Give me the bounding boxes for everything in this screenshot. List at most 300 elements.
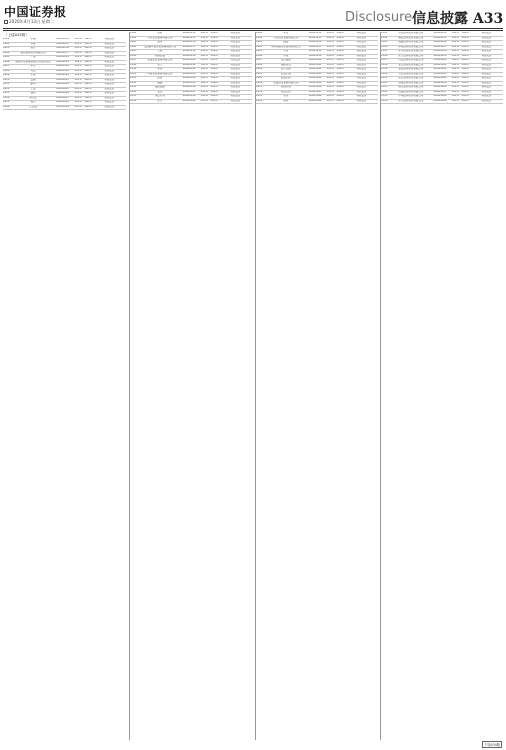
- table-cell: 101.0: [451, 90, 459, 93]
- table-cell: 101.0: [326, 63, 334, 66]
- table-cell: 1111: [130, 77, 137, 80]
- table-cell: 100.0: [84, 42, 92, 45]
- table-cell: 1003: [3, 47, 10, 50]
- table-cell: 有效报价: [356, 41, 367, 44]
- table-cell: 博时: [157, 32, 163, 35]
- table-cell: 1016: [3, 105, 10, 108]
- table-cell: 00001243: [56, 78, 69, 81]
- table-cell: 101.0: [200, 90, 208, 93]
- table-cell: 光大证券股份有限公司: [398, 54, 424, 57]
- table-cell: 100.0: [84, 69, 92, 72]
- table-cell: 101.0: [451, 68, 459, 71]
- table-cell: 101.0: [451, 95, 459, 98]
- table-cell: 有效报价: [356, 77, 367, 80]
- table-cell: 有效报价: [481, 81, 492, 84]
- table-cell: 长城基金管理有限公司: [147, 59, 173, 62]
- table-row: [381, 100, 503, 105]
- table-cell: 00001247: [56, 96, 69, 99]
- table-cell: 1205: [256, 50, 263, 53]
- table-cell: 1106: [130, 54, 137, 57]
- table-cell: 101.0: [451, 45, 459, 48]
- table-cell: 1211: [256, 77, 263, 80]
- table-cell: 100.0: [210, 36, 218, 39]
- table-cell: 101.0: [200, 77, 208, 80]
- table-cell: 1104: [130, 45, 137, 48]
- table-cell: 00003241: [308, 63, 322, 66]
- table-cell: 101.0: [326, 81, 334, 84]
- table-cell: 00001246: [56, 92, 69, 95]
- table-cell: 00003237: [308, 45, 322, 48]
- table-cell: 100.0: [210, 41, 218, 44]
- table-cell: 1108: [130, 63, 137, 66]
- table-cell: 申万: [30, 65, 36, 68]
- table-cell: 100.0: [210, 90, 218, 93]
- table-cell: 100.0: [84, 78, 92, 81]
- table-cell: 00001249: [56, 105, 69, 108]
- table-cell: 00001236: [56, 47, 69, 50]
- table-cell: 华泰证券股份有限公司: [398, 45, 424, 48]
- continued-from-label: （上接A32版）: [4, 33, 29, 37]
- disclosure-table: [3, 32, 503, 740]
- table-cell: 南方: [30, 47, 36, 50]
- table-cell: 101.0: [326, 77, 334, 80]
- table-cell: 兴全基金管理有限公司: [273, 36, 299, 39]
- table-cell: 嘉实: [30, 101, 36, 104]
- table-cell: 1305: [381, 50, 388, 53]
- table-cell: 中泰证券股份有限公司: [398, 95, 424, 98]
- table-cell: 有效报价: [230, 36, 241, 39]
- table-cell: 100.0: [461, 81, 469, 84]
- table-cell: 00003247: [308, 90, 322, 93]
- table-cell: 平安: [283, 50, 289, 53]
- table-cell: 有效报价: [230, 59, 241, 62]
- table-cell: 00004238: [433, 50, 447, 53]
- table-cell: 1214: [256, 90, 263, 93]
- table-cell: 100.0: [461, 59, 469, 62]
- table-cell: 建信: [30, 92, 36, 95]
- table-cell: 景顺长城: [154, 54, 165, 57]
- table-cell: 101.0: [74, 65, 82, 68]
- section-title: 信息披露 A33: [412, 11, 504, 27]
- table-cell: 有效报价: [481, 41, 492, 44]
- table-cell: 浦银安盛: [280, 63, 291, 66]
- table-cell: 有效报价: [230, 41, 241, 44]
- table-cell: 100.0: [84, 83, 92, 86]
- table-cell: 创金合信: [280, 90, 291, 93]
- table-cell: 有效报价: [230, 90, 241, 93]
- table-cell: 西部利得: [280, 77, 291, 80]
- table-cell: 有效报价: [356, 99, 367, 102]
- table-cell: 101.0: [326, 86, 334, 89]
- table-cell: 101.0: [326, 90, 334, 93]
- table-cell: 长江证券股份有限公司: [398, 63, 424, 66]
- table-cell: 100.0: [336, 54, 344, 57]
- table-cell: 1309: [381, 68, 388, 71]
- table-cell: 101.0: [326, 99, 334, 102]
- table-cell: 100.0: [210, 32, 218, 35]
- table-cell: 东兴证券股份有限公司: [398, 99, 424, 102]
- table-cell: 100.0: [84, 101, 92, 104]
- table-cell: 1105: [130, 50, 137, 53]
- table-cell: 00002239: [182, 54, 196, 57]
- table-cell: 100.0: [336, 86, 344, 89]
- table-cell: 00004235: [433, 36, 447, 39]
- table-cell: 100.0: [336, 72, 344, 75]
- table-cell: 101.0: [451, 50, 459, 53]
- table-cell: 101.0: [200, 41, 208, 44]
- table-cell: 1115: [130, 95, 137, 98]
- table-cell: 1005: [3, 56, 10, 59]
- table-cell: 00002243: [182, 72, 196, 75]
- table-cell: 1012: [3, 87, 10, 90]
- table-cell: 有效报价: [481, 72, 492, 75]
- table-cell: 1201: [256, 32, 263, 35]
- table-cell: 1308: [381, 63, 388, 66]
- table-cell: 有效报价: [356, 95, 367, 98]
- table-cell: 101.0: [74, 101, 82, 104]
- table-cell: 广发: [30, 56, 36, 59]
- table-cell: 101.0: [451, 77, 459, 80]
- table-cell: 101.0: [200, 95, 208, 98]
- table-cell: 有效报价: [481, 90, 492, 93]
- table-cell: 00003238: [308, 50, 322, 53]
- table-cell: 有效报价: [230, 32, 241, 35]
- table-cell: 100.0: [84, 92, 92, 95]
- table-cell: 中欧基金管理有限公司: [147, 72, 173, 75]
- table-cell: 00001235: [56, 42, 69, 45]
- table-cell: 1312: [381, 81, 388, 84]
- table-cell: 00003240: [308, 59, 322, 62]
- table-cell: 有效报价: [481, 54, 492, 57]
- table-cell: 中金: [30, 74, 36, 77]
- header-rule-thin: [3, 30, 503, 31]
- table-cell: 101.0: [74, 87, 82, 90]
- table-cell: 有效报价: [230, 63, 241, 66]
- table-cell: 00002241: [182, 63, 196, 66]
- table-cell: 100.0: [461, 86, 469, 89]
- table-cell: 有效报价: [356, 90, 367, 93]
- table-cell: 00004245: [433, 81, 447, 84]
- table-cell: 1103: [130, 41, 137, 44]
- table-cell: 100.0: [210, 77, 218, 80]
- table-cell: 1008: [3, 69, 10, 72]
- table-cell: 1202: [256, 36, 263, 39]
- table-cell: 00002237: [182, 45, 196, 48]
- calendar-icon: [4, 20, 8, 24]
- table-cell: 100.0: [336, 99, 344, 102]
- table-cell: 德邦: [283, 99, 289, 102]
- table-cell: 1311: [381, 77, 388, 80]
- table-cell: 100.0: [210, 45, 218, 48]
- table-cell: 100.0: [461, 68, 469, 71]
- table-cell: 有效报价: [104, 60, 115, 63]
- table-cell: 100.0: [210, 59, 218, 62]
- table-cell: 101.0: [326, 50, 334, 53]
- table-cell: 101.0: [200, 68, 208, 71]
- table-cell: 100.0: [461, 95, 469, 98]
- table-cell: 有效报价: [481, 59, 492, 62]
- table-cell: 鹏华: [30, 83, 36, 86]
- disclosure-label: Disclosure: [345, 10, 413, 25]
- table-cell: 101.0: [74, 105, 82, 108]
- table-cell: 00001241: [56, 69, 69, 72]
- masthead: [0, 0, 506, 30]
- table-cell: 天弘: [30, 69, 36, 72]
- table-cell: 有效报价: [481, 63, 492, 66]
- table-cell: 101.0: [451, 41, 459, 44]
- table-cell: 国投瑞银: [154, 86, 165, 89]
- table-cell: 1304: [381, 45, 388, 48]
- table-cell: 1107: [130, 59, 137, 62]
- table-cell: 国泰基金管理有限公司自有资金: [15, 60, 51, 63]
- table-cell: 00001240: [56, 65, 69, 68]
- table-cell: 1010: [3, 78, 10, 81]
- table-cell: 有效报价: [356, 63, 367, 66]
- table-cell: 101.0: [74, 47, 82, 50]
- table-cell: 1212: [256, 81, 263, 84]
- table-cell: 有效报价: [356, 86, 367, 89]
- table-cell: 1113: [130, 86, 137, 89]
- table-cell: 101.0: [200, 72, 208, 75]
- table-cell: 1315: [381, 95, 388, 98]
- table-cell: 有效报价: [230, 45, 241, 48]
- table-cell: 1209: [256, 68, 263, 71]
- table-cell: 101.0: [200, 86, 208, 89]
- table-cell: 有效报价: [230, 86, 241, 89]
- table-cell: 1007: [3, 65, 10, 68]
- table-cell: 101.0: [326, 41, 334, 44]
- continued-on-label: 下转A34版: [484, 743, 500, 747]
- table-cell: 00004237: [433, 45, 447, 48]
- table-cell: 1013: [3, 92, 10, 95]
- table-cell: 华宝: [283, 32, 289, 35]
- table-cell: 中国: [30, 38, 36, 41]
- table-cell: 00003243: [308, 72, 322, 75]
- table-cell: 1004: [3, 51, 10, 54]
- table-cell: 100.0: [461, 99, 469, 102]
- table-cell: 101.0: [200, 32, 208, 35]
- table-cell: 有效报价: [481, 99, 492, 102]
- table-cell: 100.0: [461, 77, 469, 80]
- table-cell: 中信证券股份有限公司: [398, 32, 424, 35]
- table-cell: 1114: [130, 90, 137, 93]
- table-cell: 1213: [256, 86, 263, 89]
- table-cell: 101.0: [200, 99, 208, 102]
- table-cell: 1015: [3, 101, 10, 104]
- table-cell: 工银: [30, 87, 36, 90]
- table-cell: 00001242: [56, 74, 69, 77]
- table-cell: 有效报价: [230, 68, 241, 71]
- table-cell: 长盛: [157, 90, 163, 93]
- table-cell: 融通: [157, 81, 163, 84]
- table-cell: 100.0: [336, 36, 344, 39]
- table-cell: 00004234: [433, 32, 447, 35]
- table-cell: 1204: [256, 45, 263, 48]
- table-cell: 有效报价: [356, 45, 367, 48]
- table-cell: 101.0: [326, 95, 334, 98]
- table-cell: 100.0: [461, 36, 469, 39]
- table-cell: 00003235: [308, 36, 322, 39]
- table-cell: 00002247: [182, 90, 196, 93]
- table-cell: 100.0: [336, 77, 344, 80]
- table-cell: 100.0: [210, 95, 218, 98]
- table-cell: 1206: [256, 54, 263, 57]
- table-cell: 100.0: [461, 50, 469, 53]
- table-cell: 有效报价: [104, 87, 115, 90]
- table-cell: 易方达: [29, 96, 37, 99]
- table-cell: 有效报价: [104, 96, 115, 99]
- table-cell: 有效报价: [356, 81, 367, 84]
- table-cell: 00003249: [308, 99, 322, 102]
- table-cell: 100.0: [84, 47, 92, 50]
- table-cell: 101.0: [451, 99, 459, 102]
- table-cell: 101.0: [326, 72, 334, 75]
- table-cell: 1316: [381, 99, 388, 102]
- table-cell: 00002245: [182, 81, 196, 84]
- table-cell: 1208: [256, 63, 263, 66]
- table-cell: 1307: [381, 59, 388, 62]
- table-cell: 100.0: [461, 90, 469, 93]
- table-cell: 国元证券股份有限公司: [398, 86, 424, 89]
- table-cell: 汇添富: [29, 105, 37, 108]
- table-cell: 交银施罗德基金管理有限公司: [143, 45, 177, 48]
- table-cell: 00001238: [56, 56, 69, 59]
- table-cell: 有效报价: [104, 38, 115, 41]
- table-cell: 1313: [381, 86, 388, 89]
- table-cell: 有效报价: [230, 81, 241, 84]
- table-cell: 00004246: [433, 86, 447, 89]
- table-cell: 101.0: [326, 54, 334, 57]
- table-cell: 1109: [130, 68, 137, 71]
- table-cell: 招商证券股份有限公司: [20, 51, 46, 54]
- table-cell: 有效报价: [481, 86, 492, 89]
- table-cell: 101.0: [200, 63, 208, 66]
- table-cell: 100.0: [336, 41, 344, 44]
- table-cell: 有效报价: [104, 47, 115, 50]
- table-cell: 1215: [256, 95, 263, 98]
- table-cell: 100.0: [461, 63, 469, 66]
- table-cell: 100.0: [336, 68, 344, 71]
- table-cell: 100.0: [461, 41, 469, 44]
- table-cell: 00002249: [182, 99, 196, 102]
- table-cell: 1014: [3, 96, 10, 99]
- table-cell: 1011: [3, 83, 10, 86]
- table-cell: 100.0: [210, 63, 218, 66]
- table-column-1: [3, 32, 126, 740]
- table-cell: 财通证券股份有限公司: [398, 90, 424, 93]
- table-cell: 00002248: [182, 95, 196, 98]
- table-column-3: [255, 32, 378, 740]
- table-cell: 有效报价: [104, 83, 115, 86]
- table-cell: 大成: [157, 50, 163, 53]
- table-cell: 00001245: [56, 87, 69, 90]
- table-cell: 00004249: [433, 99, 447, 102]
- table-cell: 101.0: [74, 51, 82, 54]
- table-cell: 100.0: [461, 54, 469, 57]
- table-cell: 101.0: [74, 83, 82, 86]
- table-cell: 100.0: [210, 81, 218, 84]
- table-cell: 西南证券股份有限公司: [398, 81, 424, 84]
- table-cell: 00002246: [182, 86, 196, 89]
- table-cell: 101.0: [326, 68, 334, 71]
- table-cell: 民生加银: [280, 68, 291, 71]
- table-cell: 方正证券股份有限公司: [398, 72, 424, 75]
- table-cell: 101.0: [326, 59, 334, 62]
- table-cell: 101.0: [200, 81, 208, 84]
- newspaper-logo: 中国证券报: [4, 5, 67, 19]
- table-cell: 101.0: [74, 92, 82, 95]
- table-cell: 101.0: [200, 45, 208, 48]
- table-cell: 万家基金管理有限公司: [147, 36, 173, 39]
- table-cell: 1306: [381, 54, 388, 57]
- table-cell: 华泰柏瑞基金管理有限公司: [270, 45, 301, 48]
- table-cell: 1207: [256, 59, 263, 62]
- table-cell: 100.0: [210, 50, 218, 53]
- table-cell: 101.0: [451, 72, 459, 75]
- table-cell: 00003234: [308, 32, 322, 35]
- table-cell: 100.0: [461, 72, 469, 75]
- table-cell: 100.0: [336, 81, 344, 84]
- table-cell: 100.0: [336, 32, 344, 35]
- table-cell: 国信证券股份有限公司: [398, 36, 424, 39]
- table-cell: 100.0: [210, 54, 218, 57]
- table-cell: 有效报价: [104, 78, 115, 81]
- table-cell: 00002242: [182, 68, 196, 71]
- table-cell: 有效报价: [104, 69, 115, 72]
- table-cell: 1301: [381, 32, 388, 35]
- table-cell: 100.0: [84, 38, 92, 41]
- table-cell: 101.0: [74, 69, 82, 72]
- table-cell: 100.0: [336, 90, 344, 93]
- table-cell: 100.0: [84, 51, 92, 54]
- table-cell: 1210: [256, 72, 263, 75]
- table-cell: 有效报价: [356, 72, 367, 75]
- table-cell: 00003248: [308, 95, 322, 98]
- table-cell: 有效报价: [104, 101, 115, 104]
- table-cell: 100.0: [210, 72, 218, 75]
- table-cell: 有效报价: [104, 105, 115, 108]
- table-cell: 00002236: [182, 41, 196, 44]
- table-cell: 00004242: [433, 68, 447, 71]
- table-cell: 101.0: [326, 36, 334, 39]
- table-cell: 1002: [3, 42, 10, 45]
- table-cell: 101.0: [74, 96, 82, 99]
- table-cell: 1102: [130, 36, 137, 39]
- table-cell: 101.0: [74, 56, 82, 59]
- table-cell: 100.0: [84, 74, 92, 77]
- table-cell: 00004248: [433, 95, 447, 98]
- table-cell: 1116: [130, 99, 137, 102]
- table-cell: 有效报价: [481, 36, 492, 39]
- table-cell: 1203: [256, 41, 263, 44]
- table-cell: 有效报价: [481, 77, 492, 80]
- table-cell: 00003239: [308, 54, 322, 57]
- table-cell: 1006: [3, 60, 10, 63]
- table-cell: 101.0: [74, 60, 82, 63]
- table-cell: 光大: [157, 63, 163, 66]
- table-cell: 100.0: [84, 65, 92, 68]
- table-cell: 00003236: [308, 41, 322, 44]
- table-cell: 101.0: [326, 45, 334, 48]
- table-cell: 00004240: [433, 59, 447, 62]
- table-cell: 1303: [381, 41, 388, 44]
- table-cell: 有效报价: [481, 50, 492, 53]
- table-cell: 有效报价: [356, 68, 367, 71]
- table-cell: 00001239: [56, 60, 69, 63]
- table-cell: 泰达宏利: [154, 95, 165, 98]
- table-cell: 有效报价: [230, 99, 241, 102]
- table-column-4: [380, 32, 503, 740]
